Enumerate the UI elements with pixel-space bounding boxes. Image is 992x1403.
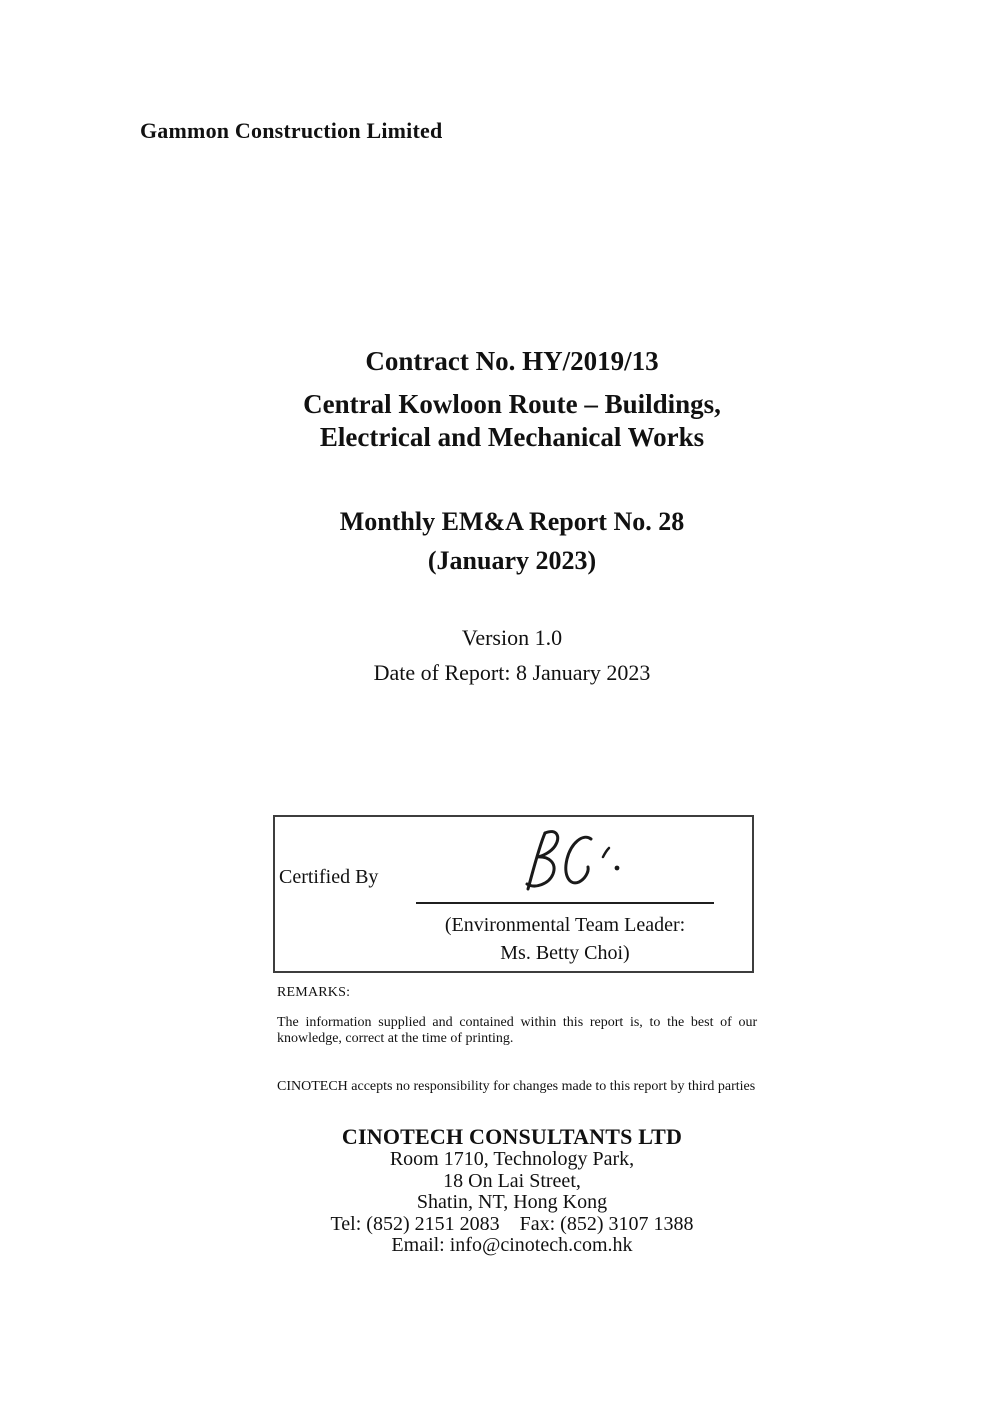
- consultant-address-line2: 18 On Lai Street,: [443, 1169, 581, 1192]
- remarks-body: [277, 1015, 758, 1047]
- consultant-company-name: CINOTECH CONSULTANTS LTD: [341, 1124, 683, 1149]
- version-label: Version 1.0: [461, 625, 563, 650]
- consultant-email: Email: info@cinotech.com.hk: [391, 1234, 633, 1256]
- signatory-caption: [396, 911, 734, 967]
- signatory-name: Ms. Betty Choi): [500, 942, 630, 964]
- certification-box: [273, 815, 754, 973]
- remarks-heading: REMARKS:: [277, 985, 351, 1000]
- report-title-block: [32, 502, 992, 580]
- report-period: (January 2023): [427, 546, 597, 575]
- remarks-body-line2: knowledge, correct at the time of printing.: [277, 1031, 514, 1046]
- remarks-disclaimer: CINOTECH accepts no responsibility for changes made to this report by third parties: [277, 1079, 756, 1094]
- certified-by-label: Certified By: [279, 866, 379, 888]
- remarks-body-line1: The information supplied and contained within this report is, to the best of our: [277, 1015, 758, 1030]
- contract-number: Contract No. HY/2019/13: [365, 346, 659, 376]
- handwritten-signature-icon: [515, 827, 635, 897]
- signature-line: [416, 902, 714, 904]
- project-title: [32, 388, 992, 454]
- consultant-tel-fax: Tel: (852) 2151 2083 Fax: (852) 3107 1388: [330, 1212, 694, 1235]
- consultant-address-line1: Room 1710, Technology Park,: [389, 1148, 635, 1170]
- contractor-company-name: Gammon Construction Limited: [140, 118, 443, 143]
- consultant-contact-block: [32, 1125, 992, 1257]
- project-title-line1: Central Kowloon Route – Buildings,: [303, 389, 721, 419]
- signatory-role: (Environmental Team Leader:: [444, 914, 686, 936]
- report-title: Monthly EM&A Report No. 28: [339, 507, 685, 536]
- project-title-line2: Electrical and Mechanical Works: [319, 422, 705, 452]
- report-date: Date of Report: 8 January 2023: [373, 660, 651, 685]
- consultant-address-line3: Shatin, NT, Hong Kong: [416, 1191, 608, 1213]
- version-block: [32, 620, 992, 690]
